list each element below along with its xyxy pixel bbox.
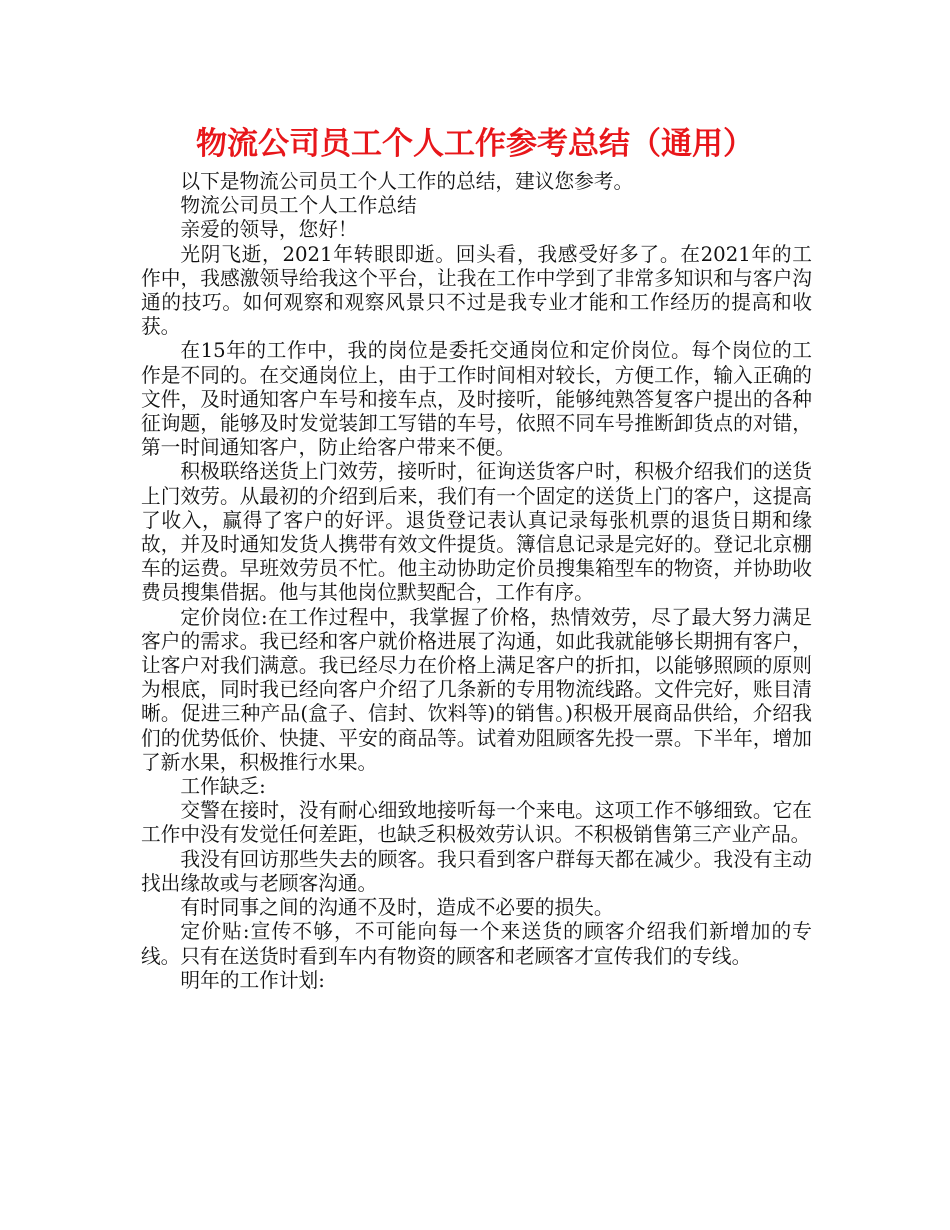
- paragraph: 积极联络送货上门效劳，接听时，征询送货客户时，积极介绍我们的送货上门效劳。从最初的介绍到后来，我们有一个固定的送货上门的客户，这提高了收入，赢得了客户的好评。退货登记表认真记录每张机票的退货日期和缘故，并及时通知发货人携带有效文件提货。簿信息记录是完好的。登记北京棚车的运费。早班效劳员不忙。他主动协助定价员搜集箱型车的物资，并协助收费员搜集借据。他与其他岗位默契配合，工作有序。: [141, 460, 812, 605]
- paragraph: 在15年的工作中，我的岗位是委托交通岗位和定价岗位。每个岗位的工作是不同的。在交通岗位上，由于工作时间相对较长，方便工作，输入正确的文件，及时通知客户车号和接车点，及时接听，能够纯熟答复客户提出的各种征询题，能够及时发觉装卸工写错的车号，依照不同车号推断卸货点的对错，第一时间通知客户，防止给客户带来不便。: [141, 339, 812, 460]
- section-heading: 明年的工作计划:: [180, 968, 325, 992]
- paragraph: 以下是物流公司员工个人工作的总结，建议您参考。: [180, 170, 634, 193]
- paragraph: 定价贴:宣传不够，不可能向每一个来送货的顾客介绍我们新增加的专线。只有在送货时看到车内有物资的顾客和老顾客才宣传我们的专线。: [141, 920, 812, 968]
- document-title: 物流公司员工个人工作参考总结（通用）: [196, 126, 754, 162]
- paragraph: 交警在接时，没有耐心细致地接听每一个来电。这项工作不够细致。它在工作中没有发觉任何差距，也缺乏积极效劳认识。不积极销售第三产业产品。: [141, 799, 812, 847]
- document-body: [141, 170, 812, 993]
- section-heading: 工作缺乏:: [180, 775, 266, 799]
- paragraph: 物流公司员工个人工作总结: [180, 194, 417, 218]
- paragraph: 光阴飞逝，2021年转眼即逝。回头看，我感受好多了。在2021年的工作中，我感激领导给我这个平台，让我在工作中学到了非常多知识和与客户沟通的技巧。如何观察和观察风景只不过是我专业才能和工作经历的提高和收获。: [141, 242, 812, 339]
- paragraph: 定价岗位:在工作过程中，我掌握了价格，热情效劳，尽了最大努力满足客户的需求。我已经和客户就价格进展了沟通，如此我就能够长期拥有客户，让客户对我们满意。我已经尽力在价格上满足客户的折扣，以能够照顾的原则为根底，同时我已经向客户介绍了几条新的专用物流线路。文件完好，账目清晰。促进三种产品(盒子、信封、饮料等)的销售。)积极开展商品供给，介绍我们的优势低价、快捷、平安的商品等。试着劝阻顾客先投一票。下半年，增加了新水果，积极推行水果。: [141, 605, 812, 774]
- paragraph: 有时同事之间的沟通不及时，造成不必要的损失。: [180, 896, 614, 920]
- paragraph: 亲爱的领导，您好！: [180, 218, 358, 242]
- paragraph: 我没有回访那些失去的顾客。我只看到客户群每天都在减少。我没有主动找出缘故或与老顾客沟通。: [141, 847, 812, 895]
